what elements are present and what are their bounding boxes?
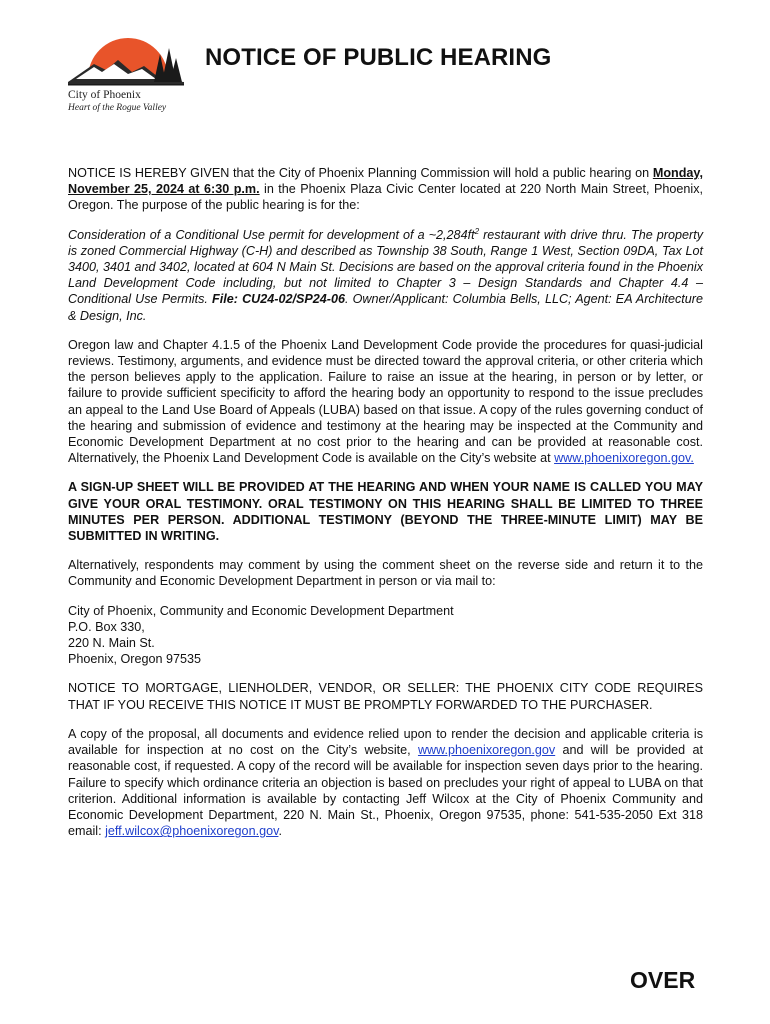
- address-line: Phoenix, Oregon 97535: [68, 652, 202, 667]
- website-link[interactable]: www.phoenixoregon.gov.: [554, 451, 694, 466]
- hearing-date: Monday, November 25, 2024 at 6:30 p.m.: [68, 166, 703, 197]
- proposal-text-cont: and will be provided at reasonable cost, if requested. A copy of the record will be available for inspection seven days prior to the hearing. Failure to specify which ordinance criteria an objection is based on precludes your right of appeal to LUBA on that criterion. Additional information is available by contacting Jeff Wilcox at the City of Phoenix Community and Economic Development Department, 220 N. Main St., Phoenix, Oregon 97535, phone: 541-535-2050 Ext 318 email:: [68, 743, 703, 839]
- paragraph-proposal: [68, 726, 703, 839]
- paragraph-mortgage-notice: NOTICE TO MORTGAGE, LIENHOLDER, VENDOR, OR SELLER: THE PHOENIX CITY CODE REQUIRES THAT IF YOU RECEIVE THIS NOTICE IT MUST BE PROMPTLY FORWARDED TO THE PURCHASER.: [68, 681, 703, 712]
- city-tagline: Heart of the Rogue Valley: [68, 103, 167, 113]
- website-link[interactable]: www.phoenixoregon.gov: [417, 743, 556, 758]
- mailing-address: [68, 603, 703, 668]
- address-line: City of Phoenix, Community and Economic Development Department: [68, 603, 454, 618]
- email-link[interactable]: jeff.wilcox@phoenixoregon.gov: [105, 824, 279, 839]
- over-label: OVER: [630, 967, 696, 993]
- phoenix-sun-logo-icon: [66, 30, 186, 90]
- superscript: 2: [474, 226, 480, 236]
- intro-text-cont: in the Phoenix Plaza Civic Center located at 220 North Main Street, Phoenix, Oregon. The purpose of the public hearing is for the:: [68, 182, 703, 213]
- intro-text: NOTICE IS HEREBY GIVEN that the City of Phoenix Planning Commission will hold a public hearing on: [68, 166, 653, 180]
- file-number: File: CU24-02/SP24-06: [212, 292, 345, 307]
- address-line: P.O. Box 330,: [68, 619, 145, 634]
- paragraph-oregon-law: [68, 337, 703, 467]
- address-line: 220 N. Main St.: [68, 636, 155, 651]
- paragraph-alternatively: Alternatively, respondents may comment by using the comment sheet on the reverse side and return it to the Community and Economic Development Department in person or via mail to:: [68, 558, 703, 589]
- consideration-text-cont: restaurant with drive thru. The property is zoned Commercial Highway (C-H) and described as Township 38 South, Range 1 West, Section 09DA, Tax Lot 3400, 3401 and 3402, located at 604 N Main St. Decisions are based on the approval criteria found in the Phoenix Land Development Code including, but not limited to Chapter 3 – Design Standards and Chapter 4.4 – Conditional Use Permits.: [68, 227, 704, 307]
- proposal-text: A copy of the proposal, all documents and evidence relied upon to render the decision and applicable criteria is available for inspection at no cost on the City’s website,: [68, 726, 703, 758]
- page-title: NOTICE OF PUBLIC HEARING: [205, 44, 552, 71]
- city-name: City of Phoenix: [68, 89, 141, 101]
- notice-body: [68, 165, 703, 852]
- paragraph-intro: [68, 165, 703, 214]
- proposal-text-end: .: [278, 824, 282, 839]
- oregon-law-text: Oregon law and Chapter 4.1.5 of the Phoenix Land Development Code provide the procedures for quasi-judicial reviews. Testimony, arguments, and evidence must be directed toward the approval criteria, or other criteria which the person believes apply to the application. Failure to raise an issue at the hearing, in person or by letter, or failure to provide sufficient specificity to afford the hearing body an opportunity to respond to the issue precludes an appeal to the Land Use Board of Appeals (LUBA) based on that issue. A copy of the rules governing conduct of the hearing and submission of evidence and testimony at the hearing may be inspected at the Community and Economic Development Department at no cost prior to the hearing and can be provided at reasonable cost. Alternatively, the Phoenix Land Development Code is available on the City’s website at: [68, 337, 704, 466]
- owner-applicant: . Owner/Applicant: Columbia Bells, LLC; Agent: EA Architecture & Design, Inc.: [68, 292, 703, 323]
- paragraph-consideration: [68, 227, 703, 324]
- consideration-text: Consideration of a Conditional Use permit for development of a ~2,284ft: [68, 227, 475, 242]
- paragraph-signup: A SIGN-UP SHEET WILL BE PROVIDED AT THE HEARING AND WHEN YOUR NAME IS CALLED YOU MAY GIVE YOUR ORAL TESTIMONY. ORAL TESTIMONY ON THIS HEARING SHALL BE LIMITED TO THREE MINUTES PER PERSON. ADDITIONAL TESTIMONY (BEYOND THE THREE-MINUTE LIMIT) MAY BE SUBMITTED IN WRITING.: [68, 480, 703, 544]
